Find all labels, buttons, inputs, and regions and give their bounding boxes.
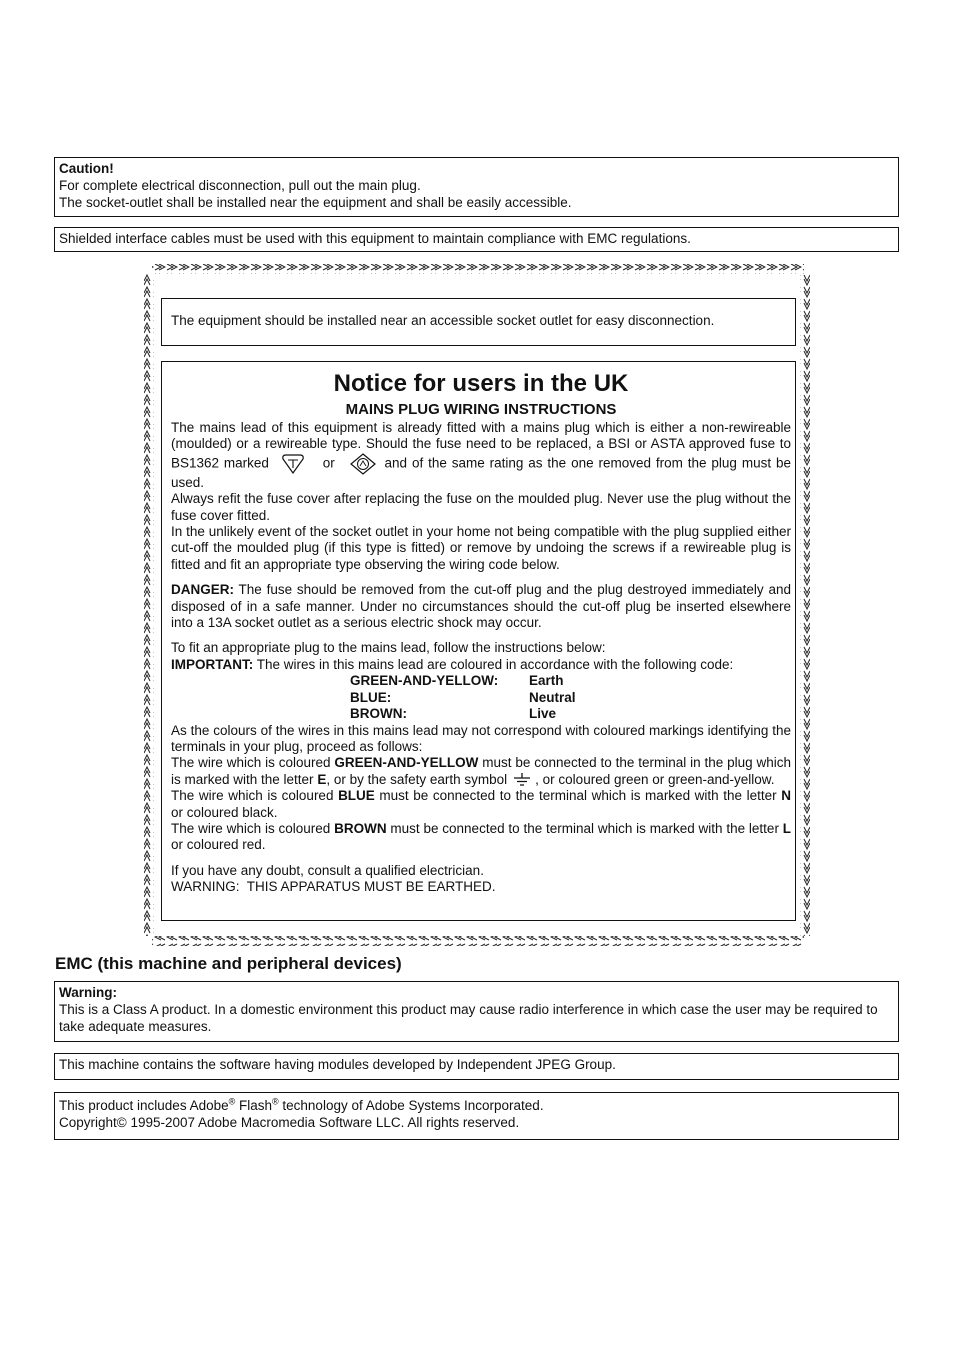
caution-line-1: For complete electrical disconnection, pull out the main plug. bbox=[59, 178, 421, 193]
colours-paragraph: As the colours of the wires in this mains lead may not correspond with coloured markings identifying the terminals in your plug, proceed as follows: bbox=[171, 722, 791, 754]
adobe-text-c: technology of Adobe Systems Incorporated. bbox=[278, 1098, 544, 1113]
fuse-paragraph bbox=[171, 420, 791, 491]
wire-colour: BLUE: bbox=[350, 689, 392, 705]
brown-text-e: or coloured red. bbox=[171, 837, 266, 853]
caution-box bbox=[54, 157, 899, 217]
emc-warning-label: Warning: bbox=[59, 985, 117, 1000]
uk-notice-title: Notice for users in the UK bbox=[333, 370, 629, 397]
fit-intro: To fit an appropriate plug to the mains lead, follow the instructions below: bbox=[171, 640, 606, 656]
wire-code-row bbox=[350, 690, 791, 706]
fuse-text-a: The mains lead of this equipment is already fitted with a mains plug which is either a non-rewireable (moulded) or a rewireable type. Should the fuse need to be replaced, a BSI or ASTA approved fuse to BS1362 marked bbox=[171, 420, 791, 471]
important-text: The wires in this mains lead are coloured in accordance with the following code: bbox=[253, 656, 734, 672]
wire-colour-code-list bbox=[350, 673, 791, 722]
adobe-copyright: Copyright© 1995-2007 Adobe Macromedia Software LLC. All rights reserved. bbox=[59, 1115, 520, 1130]
uk-notice-box bbox=[161, 361, 796, 921]
danger-paragraph bbox=[171, 582, 791, 631]
brown-letter: L bbox=[782, 820, 791, 836]
emc-warning-box bbox=[54, 981, 899, 1042]
gy-text-c: must be connected to the terminal in the plug which is marked with the letter bbox=[171, 755, 791, 787]
emc-warning-text: This is a Class A product. In a domestic environment this product may cause radio interference in which case the user may be required to take adequate measures. bbox=[59, 1002, 878, 1034]
gy-text-f: , or coloured green or green-and-yellow. bbox=[535, 771, 775, 787]
danger-text: The fuse should be removed from the cut-off plug and the plug destroyed immediately and disposed of in a safe manner. Under no circumstances should the cut-off plug be inserted elsewhere into a 13A socket outlet as a serious electric shock may occur. bbox=[171, 582, 791, 631]
adobe-line bbox=[59, 1097, 894, 1114]
blue-colour: BLUE bbox=[338, 788, 375, 804]
wire-code-row bbox=[350, 706, 791, 722]
fuse-text-b: and of the same rating as the one removed from the plug must be used. bbox=[171, 455, 791, 490]
gy-letter: E bbox=[317, 771, 327, 787]
adobe-text-a: This product includes Adobe bbox=[59, 1098, 229, 1113]
brown-text-c: must be connected to the terminal which is marked with the letter bbox=[386, 820, 783, 836]
fuse-text-or: or bbox=[322, 455, 335, 471]
jpeg-box bbox=[54, 1053, 899, 1080]
gy-colour: GREEN-AND-YELLOW bbox=[334, 755, 479, 771]
caution-heading: Caution! bbox=[59, 161, 114, 176]
danger-label: DANGER: bbox=[171, 582, 234, 598]
doubt-paragraph: If you have any doubt, consult a qualified electrician. bbox=[171, 862, 484, 878]
emc-heading: EMC (this machine and peripheral devices) bbox=[55, 954, 402, 973]
wire-colour: BROWN: bbox=[350, 706, 407, 722]
blue-text-c: must be connected to the terminal which is marked with the letter bbox=[374, 788, 782, 804]
blue-text-e: or coloured black. bbox=[171, 804, 278, 820]
asta-mark-icon bbox=[350, 453, 376, 475]
registered-mark: ® bbox=[272, 1096, 279, 1107]
jpeg-text: This machine contains the software having modules developed by Independent JPEG Group. bbox=[59, 1057, 616, 1072]
gy-text-e: , or by the safety earth symbol bbox=[326, 771, 508, 787]
wire-code-row bbox=[350, 673, 791, 689]
blue-letter: N bbox=[781, 788, 792, 804]
wire-colour: GREEN-AND-YELLOW: bbox=[350, 673, 499, 689]
wire-meaning: Neutral bbox=[529, 689, 576, 705]
important-label: IMPORTANT: bbox=[171, 656, 254, 672]
important-paragraph bbox=[171, 657, 791, 673]
shielded-cables-box bbox=[54, 227, 899, 252]
fuse-cover-paragraph: Always refit the fuse cover after replacing the fuse on the moulded plug. Never use the plug without the fuse cover fitted. bbox=[171, 491, 791, 523]
shielded-cables-text: Shielded interface cables must be used with this equipment to maintain compliance with EMC regulations. bbox=[59, 231, 691, 246]
blue-paragraph bbox=[171, 788, 791, 821]
bsi-kitemark-icon bbox=[280, 453, 306, 475]
green-yellow-paragraph bbox=[171, 755, 791, 788]
brown-text-a: The wire which is coloured bbox=[171, 820, 335, 836]
blue-text-a: The wire which is coloured bbox=[171, 788, 339, 804]
adobe-text-b: Flash bbox=[235, 1098, 273, 1113]
adobe-box bbox=[54, 1092, 899, 1140]
registered-mark: ® bbox=[228, 1096, 236, 1107]
socket-compat-paragraph: In the unlikely event of the socket outlet in your home not being compatible with the plug supplied either cut-off the moulded plug (if this type is fitted) or remove by undoing the screws if a rewireable plug is fitted and fit an appropriate type observing the wiring code below. bbox=[171, 524, 791, 572]
socket-outlet-notice-box bbox=[161, 298, 796, 346]
brown-paragraph bbox=[171, 821, 791, 854]
brown-colour: BROWN bbox=[334, 820, 387, 836]
mains-plug-subtitle: MAINS PLUG WIRING INSTRUCTIONS bbox=[345, 401, 617, 418]
earthed-warning: WARNING: THIS APPARATUS MUST BE EARTHED. bbox=[171, 879, 496, 895]
earth-symbol-icon bbox=[511, 773, 533, 787]
caution-line-2: The socket-outlet shall be installed near the equipment and shall be easily accessible. bbox=[59, 195, 572, 210]
wire-meaning: Earth bbox=[529, 673, 564, 689]
wire-meaning: Live bbox=[529, 706, 557, 722]
gy-text-a: The wire which is coloured bbox=[171, 755, 335, 771]
socket-outlet-notice-text: The equipment should be installed near an accessible socket outlet for easy disconnection. bbox=[171, 313, 715, 328]
